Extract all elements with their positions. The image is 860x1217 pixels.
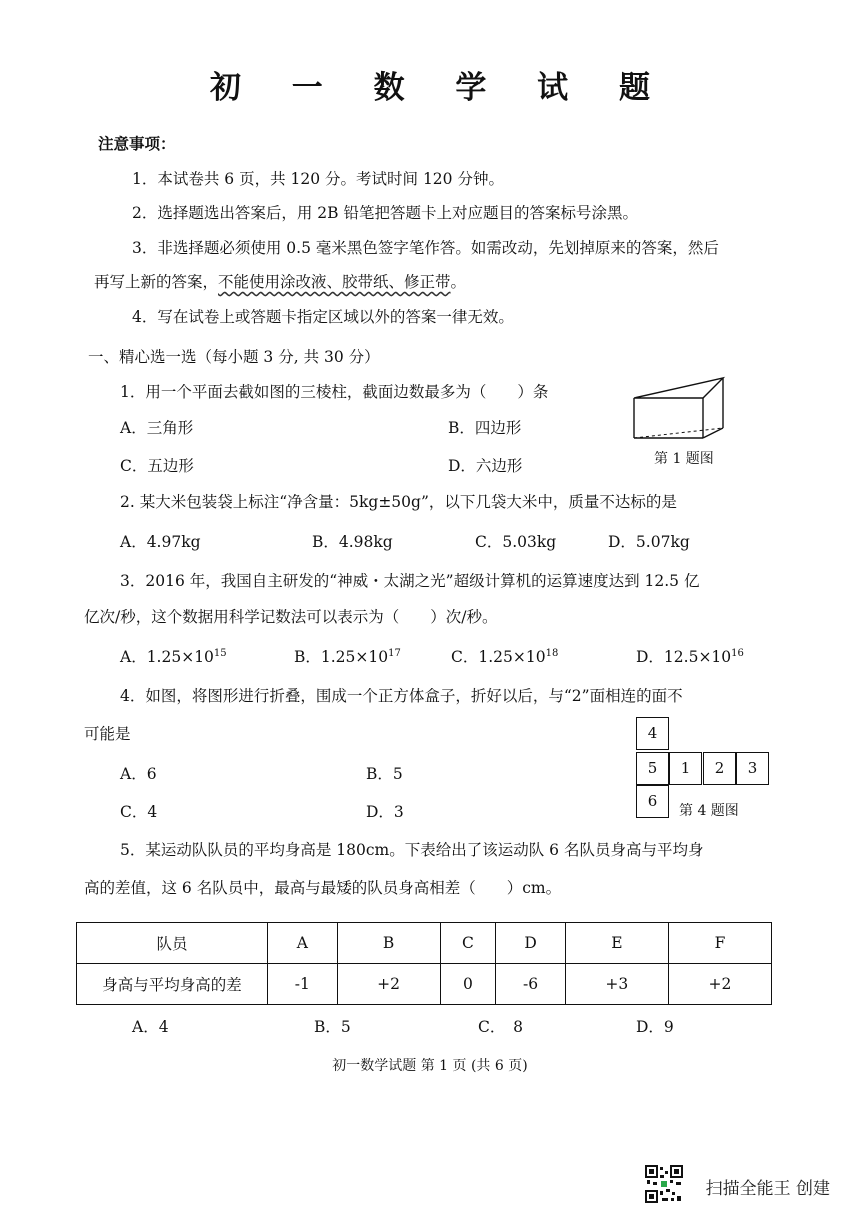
notice-item-3-pre: 再写上新的答案， xyxy=(94,273,219,291)
table-cell: +2 xyxy=(337,964,440,1005)
q3-option-d-base: D．12.5×10 xyxy=(636,648,732,666)
exam-title: 初 一 数 学 试 题 xyxy=(210,70,670,106)
q4-stem-line-2: 可能是 xyxy=(84,725,131,743)
table-header-cell: A xyxy=(268,923,338,964)
q3-stem-line-2: 亿次/秒，这个数据用科学记数法可以表示为（ ）次/秒。 xyxy=(84,608,498,626)
notice-item-3-post: 。 xyxy=(450,273,467,291)
q3-option-a-exponent: 15 xyxy=(213,648,227,659)
q4-option-c: C．4 xyxy=(120,803,158,821)
table-cell: 0 xyxy=(440,964,496,1005)
cube-net-face: 2 xyxy=(703,752,736,785)
q1-stem: 1．用一个平面去截如图的三棱柱，截面边数最多为（ ）条 xyxy=(120,383,549,401)
table-cell: -1 xyxy=(268,964,338,1005)
q1-option-b: B．四边形 xyxy=(448,419,522,437)
notice-item-4: 4．写在试卷上或答题卡指定区域以外的答案一律无效。 xyxy=(132,308,514,326)
q3-option-b-base: B．1.25×10 xyxy=(294,648,389,666)
q5-stem-line-1: 5．某运动队队员的平均身高是 180cm。下表给出了该运动队 6 名队员身高与平均身 xyxy=(120,841,704,859)
qr-code-icon xyxy=(645,1165,683,1203)
q2-option-c: C．5.03kg xyxy=(475,533,557,551)
q5-option-a: A．4 xyxy=(132,1018,169,1036)
q3-option-d xyxy=(636,645,744,667)
q3-option-c-base: C．1.25×10 xyxy=(451,648,546,666)
q5-option-b: B．5 xyxy=(314,1018,351,1036)
table-cell: 身高与平均身高的差 xyxy=(77,964,268,1005)
cube-net-face: 1 xyxy=(669,752,702,785)
q5-option-c: C． 8 xyxy=(478,1018,523,1036)
q1-figure-caption: 第 1 题图 xyxy=(654,451,714,467)
cube-net-face: 4 xyxy=(636,717,669,750)
q5-option-d: D．9 xyxy=(636,1018,674,1036)
q3-option-a xyxy=(120,645,227,667)
q3-stem-line-1: 3．2016 年，我国自主研发的“神威・太湖之光”超级计算机的运算速度达到 12.5 亿 xyxy=(120,572,700,590)
page-footer: 初一数学试题 第 1 页 (共 6 页) xyxy=(332,1058,528,1074)
table-header-cell: F xyxy=(668,923,771,964)
notice-item-3-continued xyxy=(94,270,466,292)
q4-option-d: D．3 xyxy=(366,803,404,821)
table-header-row xyxy=(77,923,772,964)
scanner-brand-watermark: 扫描全能王 创建 xyxy=(705,1179,830,1199)
q2-option-a: A．4.97kg xyxy=(120,533,201,551)
notice-item-3-emphasis: 不能使用涂改液、胶带纸、修正带 xyxy=(218,273,451,291)
q4-option-b: B．5 xyxy=(366,765,403,783)
q2-option-b: B．4.98kg xyxy=(312,533,393,551)
q3-option-b xyxy=(294,645,401,667)
q1-option-c: C．五边形 xyxy=(120,457,194,475)
notice-heading: 注意事项： xyxy=(98,134,176,153)
table-header-cell: D xyxy=(496,923,566,964)
cube-net-face: 5 xyxy=(636,752,669,785)
q3-option-b-exponent: 17 xyxy=(388,648,401,659)
cube-net-face: 3 xyxy=(736,752,769,785)
q5-stem-line-2: 高的差值，这 6 名队员中，最高与最矮的队员身高相差（ ）cm。 xyxy=(84,879,562,897)
q2-stem: 2. 某大米包装袋上标注“净含量：5kg±50g”，以下几袋大米中，质量不达标的是 xyxy=(120,493,677,511)
q3-option-a-base: A．1.25×10 xyxy=(120,648,214,666)
q3-option-c xyxy=(451,645,558,667)
q1-option-d: D．六边形 xyxy=(448,457,523,475)
table-header-cell: B xyxy=(337,923,440,964)
height-difference-table xyxy=(76,922,772,1005)
section-1-heading: 一、精心选一选（每小题 3 分, 共 30 分） xyxy=(88,348,380,366)
triangular-prism-figure xyxy=(630,372,730,444)
notice-item-1: 1．本试卷共 6 页，共 120 分。考试时间 120 分钟。 xyxy=(132,170,504,188)
notice-item-2: 2．选择题选出答案后，用 2B 铅笔把答题卡上对应题目的答案标号涂黑。 xyxy=(132,204,638,222)
table-header-cell: 队员 xyxy=(77,923,268,964)
q2-option-d: D．5.07kg xyxy=(608,533,690,551)
table-row xyxy=(77,964,772,1005)
q4-stem-line-1: 4．如图，将图形进行折叠，围成一个正方体盒子，折好以后，与“2”面相连的面不 xyxy=(120,687,683,705)
cube-net-face: 6 xyxy=(636,785,669,818)
q1-option-a: A．三角形 xyxy=(120,419,194,437)
table-header-cell: E xyxy=(565,923,668,964)
table-header-cell: C xyxy=(440,923,496,964)
table-cell: +3 xyxy=(565,964,668,1005)
table-cell: -6 xyxy=(496,964,566,1005)
notice-item-3: 3．非选择题必须使用 0.5 毫米黑色签字笔作答。如需改动，先划掉原来的答案，然后 xyxy=(132,239,719,257)
q3-option-c-exponent: 18 xyxy=(545,648,559,659)
table-cell: +2 xyxy=(668,964,771,1005)
q3-option-d-exponent: 16 xyxy=(731,648,744,659)
q4-figure-caption: 第 4 题图 xyxy=(679,803,739,819)
q4-option-a: A．6 xyxy=(120,765,157,783)
